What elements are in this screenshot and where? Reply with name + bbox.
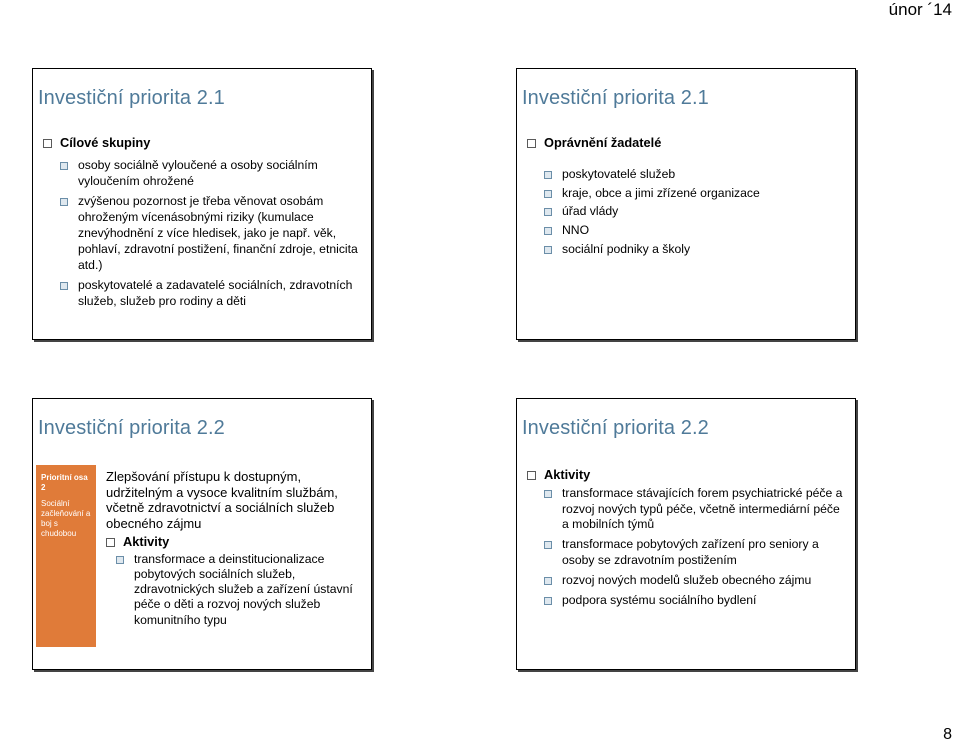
bullet-item: kraje, obce a jimi zřízené organizace (544, 186, 847, 202)
bullet-item: NNO (544, 223, 847, 239)
bullet-heading: Aktivity (106, 534, 365, 550)
bullet-heading: Oprávnění žadatelé (527, 135, 847, 151)
slide-content (527, 467, 847, 612)
bullet-heading: Aktivity (527, 467, 847, 483)
slide-2 (516, 68, 856, 340)
priority-axis-title: Prioritní osa 2 (41, 473, 88, 492)
bullet-item: úřad vlády (544, 204, 847, 220)
bullet-item: poskytovatelé služeb (544, 167, 847, 183)
bullet-item: transformace stávajících forem psychiatrické péče a rozvoj nových typů péče, včetně intermediární péče a mobilních týmů (544, 486, 847, 533)
slide-title: Investiční priorita 2.2 (522, 417, 709, 439)
bullet-item: transformace pobytových zařízení pro seniory a osoby se zdravotním postižením (544, 537, 847, 569)
bullet-item: podpora systému sociálního bydlení (544, 593, 847, 609)
page-number: 8 (943, 726, 952, 743)
bullet-heading: Cílové skupiny (43, 135, 363, 151)
bullet-item: poskytovatelé a zadavatelé sociálních, zdravotních služeb, služeb pro rodiny a děti (60, 278, 363, 310)
lead-text: Zlepšování přístupu k dostupným, udržitelným a vysoce kvalitním službám, včetně zdravotnictví a sociálních služeb obecného zájmu (106, 469, 338, 531)
priority-axis-text: Sociální začleňování a boj s chudobou (41, 499, 91, 538)
slide-content (43, 135, 363, 315)
slide-title: Investiční priorita 2.2 (38, 417, 225, 439)
header-date: únor ´14 (888, 0, 952, 19)
bullet-item: rozvoj nových modelů služeb obecného zájmu (544, 573, 847, 589)
slide-4 (516, 398, 856, 670)
priority-axis-panel (36, 465, 96, 647)
slide-1 (32, 68, 372, 340)
bullet-item: transformace a deinstitucionalizace pobytových sociálních služeb, zdravotnických služeb a zařízení ústavní péče o děti a rozvoj nových služeb komunitního typu (116, 552, 365, 628)
slide-content (106, 469, 365, 633)
slide-title: Investiční priorita 2.1 (38, 87, 225, 109)
slide-title: Investiční priorita 2.1 (522, 87, 709, 109)
bullet-item: zvýšenou pozornost je třeba věnovat osobám ohroženým vícenásobnými riziky (kumulace znevýhodnění z více hledisek, jako je např. věk, pohlaví, zdravotní postižení, finanční zdroje, etnicita atd.) (60, 194, 363, 273)
bullet-item: osoby sociálně vyloučené a osoby sociálním vyloučením ohrožené (60, 158, 363, 190)
bullet-item: sociální podniky a školy (544, 242, 847, 258)
slide-content (527, 135, 847, 261)
slide-3 (32, 398, 372, 670)
